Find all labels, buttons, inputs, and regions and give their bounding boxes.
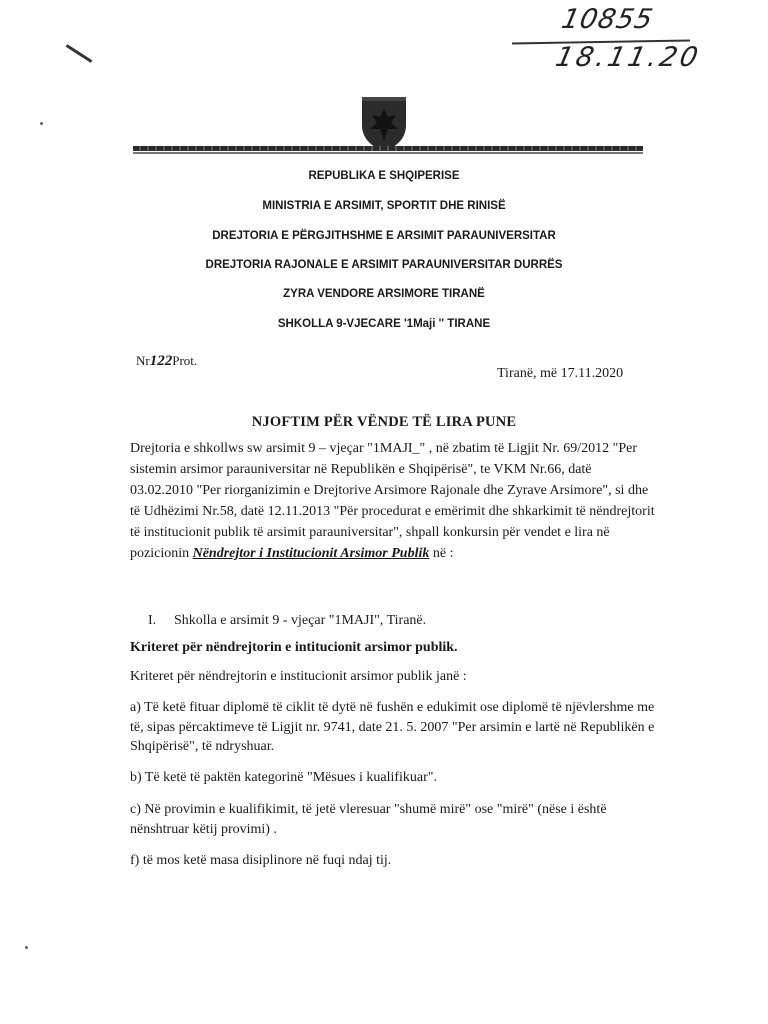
intro-line: Drejtoria e shkollws sw arsimit 9 – vjeçar "1MAJI_" , në zbatim të Ligjit Nr. 69/2012 "Per — [130, 441, 638, 456]
list-item — [148, 613, 426, 629]
header-ministry: MINISTRIA E ARSIMIT, SPORTIT DHE RINISË — [262, 200, 506, 212]
intro-line: të Udhëzimi Nr.58, datë 12.11.2013 "Për procedurat e emërimit dhe shkarkimit të nëndrejtorit — [130, 504, 655, 519]
protocol-number — [136, 353, 197, 370]
criterion-a-line: a) Të ketë fituar diplomë të ciklit të dytë në fushën e edukimit ose diplomë të njëvlershme me — [130, 700, 655, 715]
intro-l6-post: në : — [429, 546, 454, 561]
header-local-office: ZYRA VENDORE ARSIMORE TIRANË — [283, 288, 485, 300]
header-regional-directorate: DREJTORIA RAJONALE E ARSIMIT PARAUNIVERSITAR DURRËS — [205, 259, 563, 271]
scan-speck — [40, 122, 43, 125]
list-item-text: Shkolla e arsimit 9 - vjeçar "1MAJI", Tiranë. — [174, 613, 427, 628]
criterion-a-line: të, sipas përcaktimeve të Ligjit nr. 9741, date 21. 5. 2007 "Per arsimin e lartë në Republikën e — [130, 720, 655, 735]
header-school: SHKOLLA 9-VJECARE '1Maji '' TIRANE — [277, 318, 491, 330]
criteria-intro: Kriteret për nëndrejtorin e institucionit arsimor publik janë : — [130, 669, 467, 684]
criterion-f: f) të mos ketë masa disiplinore në fuqi ndaj tij. — [130, 853, 392, 868]
criterion-c-line: c) Në provimin e kualifikimit, të jetë vleresuar "shumë mirë" ose "mirë" (nëse i është — [130, 802, 607, 817]
intro-line: sistemin arsimor parauniversitar në Republikën e Shqipërisë", te VKM Nr.66, datë — [130, 462, 592, 477]
intro-l6-pre: pozicionin — [130, 546, 193, 561]
place-date: Tiranë, më 17.11.2020 — [497, 366, 624, 381]
intro-line: 03.02.2010 "Per riorganizimin e Drejtorive Arsimore Rajonale dhe Zyrave Arsimore", si dhe — [130, 483, 649, 498]
scan-speck — [25, 946, 28, 949]
header-rule — [133, 146, 643, 151]
document-title: NJOFTIM PËR VËNDE TË LIRA PUNE — [251, 414, 517, 430]
intro-line: të institucionit publik të arsimit parauniversitar", shpall konkursin për vendet e lira në — [130, 525, 610, 540]
criterion-a-line: Shqipërisë", të ndryshuar. — [130, 739, 275, 754]
nr-value: 122 — [149, 353, 173, 369]
nr-label: Nr — [136, 353, 150, 368]
prot-label: Prot. — [172, 353, 198, 368]
list-item-numeral: I. — [148, 613, 157, 628]
criterion-c-line: nënshtruar këtij provimi) . — [130, 822, 277, 837]
handwritten-number: 10855 — [558, 4, 657, 35]
position-name: Nëndrejtor i Institucionit Arsimor Publik — [192, 546, 430, 561]
intro-line — [130, 543, 645, 564]
handwritten-date: 18.11.20 — [552, 42, 704, 73]
header-general-directorate: DREJTORIA E PËRGJITHSHME E ARSIMIT PARAUNIVERSITAR — [212, 230, 556, 242]
header-rule-thin — [133, 152, 643, 154]
pen-mark — [66, 44, 93, 63]
header-republic: REPUBLIKA E SHQIPERISE — [308, 170, 460, 182]
intro-paragraph — [130, 438, 655, 564]
albanian-emblem-icon — [358, 95, 410, 153]
criterion-b: b) Të ketë të paktën kategorinë "Mësues i kualifikuar". — [130, 770, 438, 785]
criteria-heading: Kriteret për nëndrejtorin e intitucionit arsimor publik. — [130, 640, 458, 655]
